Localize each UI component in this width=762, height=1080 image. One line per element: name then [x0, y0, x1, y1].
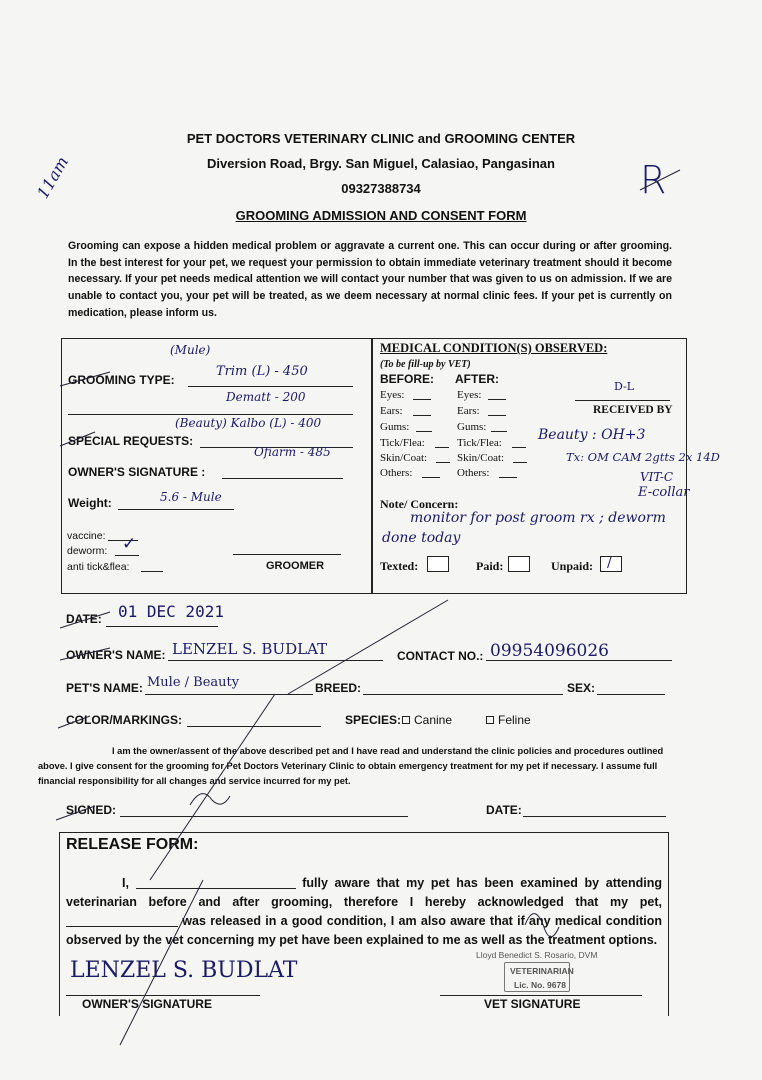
received-by-initials: D-L [614, 380, 635, 393]
before-gums: Gums: [380, 421, 410, 433]
after-eyes: Eyes: [457, 389, 482, 401]
owner-signature-hw: LENZEL S. BUDLAT [70, 958, 298, 983]
release-text-2: was released in a good condition, I am also aware that if any medical condition observed by the vet concerning my pet have been explained to me as well as the treatment options. [66, 914, 662, 947]
medical-title: MEDICAL CONDITION(S) OBSERVED: [380, 341, 608, 355]
margin-time-note: 11am [33, 153, 73, 202]
owner-signature-release-label: OWNER'S SIGNATURE [82, 997, 212, 1011]
weight-label: Weight: [68, 496, 112, 510]
owner-name-label: OWNER'S NAME: [66, 648, 166, 662]
pen-stroke-3 [60, 612, 110, 628]
unpaid-mark: / [607, 555, 612, 571]
special-requests-note-2: Ofiarm - 485 [254, 445, 331, 459]
clinic-phone: 09327388734 [341, 181, 421, 196]
after-gums: Gums: [457, 421, 487, 433]
canine-label: Canine [414, 713, 453, 727]
vet-note-2: Tx: OM CAM 2gtts 2x 14D [566, 450, 720, 464]
after-skin: Skin/Coat: [457, 452, 505, 464]
owner-signature-label: OWNER'S SIGNATURE : [68, 465, 206, 479]
signed-date-label: DATE: [486, 803, 522, 817]
date-label: DATE: [66, 612, 102, 626]
release-text-1: fully aware that my pet has been examined by attending veterinarian before and after grooming, therefore I hereby acknowledged that my pet, [66, 876, 662, 909]
before-skin: Skin/Coat: [380, 452, 428, 464]
special-requests-note-1: (Beauty) Kalbo (L) - 400 [175, 416, 322, 430]
pen-stroke-7 [288, 600, 448, 694]
pet-name-label: PET'S NAME: [66, 681, 143, 695]
vet-signature-label: VET SIGNATURE [484, 997, 581, 1011]
paid-label: Paid: [476, 559, 504, 573]
after-tick: Tick/Flea: [457, 437, 502, 449]
pen-stroke-5 [58, 716, 90, 728]
before-ears: Ears: [380, 405, 403, 417]
breed-label: BREED: [315, 681, 362, 695]
grooming-type-note-2: Trim (L) - 450 [216, 364, 308, 379]
grooming-type-note-3: Dematt - 200 [226, 390, 306, 404]
stamp-title: VETERINARIAN [510, 966, 574, 976]
texted-label: Texted: [380, 559, 419, 573]
signed-label: SIGNED: [66, 803, 117, 817]
pet-name-value: Mule / Beauty [147, 675, 240, 690]
after-label: AFTER: [455, 372, 499, 386]
antitick-label: anti tick&flea: [67, 561, 130, 573]
before-tick: Tick/Flea: [380, 437, 425, 449]
clinic-name: PET DOCTORS VETERINARY CLINIC and GROOMING CENTER [186, 131, 576, 146]
vaccine-label: vaccine: [67, 530, 106, 542]
date-value: 01 DEC 2021 [118, 602, 224, 621]
deworm-label: deworm: [67, 545, 108, 557]
after-others: Others: [457, 467, 490, 479]
before-others: Others: [380, 467, 413, 479]
intro-paragraph: Grooming can expose a hidden medical problem or aggravate a current one. This can occur during or after grooming. In the best interest for your pet, we request your permission to obtain immediate veterinary treatment should it become necessary. If your pet needs medical attention we will contact your number that was given to us on admission. If we are unable to contact you, your pet will be treated, as we deem necessary at normal clinic fees. If your pet is currently on medication, please inform us. [68, 240, 672, 319]
weight-value: 5.6 - Mule [160, 490, 222, 504]
pen-stroke-1 [60, 372, 110, 386]
before-eyes: Eyes: [380, 389, 405, 401]
color-label: COLOR/MARKINGS: [66, 713, 182, 727]
pen-stroke-11 [640, 170, 680, 190]
special-requests-label: SPECIAL REQUESTS: [68, 434, 194, 448]
pen-stroke-10 [190, 794, 230, 805]
contact-value: 09954096026 [490, 641, 609, 661]
margin-initial-note: R [640, 158, 667, 202]
unpaid-label: Unpaid: [551, 559, 594, 573]
received-by-label: RECEIVED BY [593, 404, 673, 416]
pen-stroke-9 [120, 880, 203, 1045]
consent-text: I am the owner/assent of the above described pet and I have read and understand the clinic policies and procedures outlined above. I give consent for the grooming for Pet Doctors Veterinary Clinic to obtain emergency treatment for my pet if necessary. I assume full financial responsibility for all changes and service incurred for my pet. [38, 746, 664, 786]
sex-label: SEX: [567, 681, 596, 695]
pen-stroke-6 [56, 806, 95, 820]
note-concern-label: Note/ Concern: [380, 497, 459, 511]
after-ears: Ears: [457, 405, 480, 417]
pen-stroke-12 [525, 914, 559, 937]
grooming-type-label: GROOMING TYPE: [68, 373, 175, 387]
release-i-label: I, [122, 876, 129, 890]
grooming-type-note-1: (Mule) [170, 343, 211, 357]
vet-note-3: VIT-C [640, 470, 674, 484]
clinic-address: Diversion Road, Brgy. San Miguel, Calasiao, Pangasinan [207, 156, 555, 171]
contact-label: CONTACT NO.: [397, 649, 484, 663]
note-line-1: monitor for post groom rx ; deworm [410, 510, 666, 526]
vet-note-1: Beauty : OH+3 [538, 427, 646, 443]
release-title: RELEASE FORM: [66, 836, 199, 853]
vet-note-4: E-collar [638, 485, 690, 500]
note-line-2: done today [382, 530, 461, 546]
feline-label: Feline [498, 713, 531, 727]
before-label: BEFORE: [380, 372, 434, 386]
pen-stroke-2 [60, 432, 95, 446]
medical-subtitle: (To be fill-up by VET) [380, 359, 471, 370]
groomer-label: GROOMER [266, 560, 325, 572]
stamp-name: Lloyd Benedict S. Rosario, DVM [476, 950, 598, 960]
owner-name-value: LENZEL S. BUDLAT [172, 640, 328, 658]
pen-stroke-8 [150, 694, 275, 880]
stamp-license: Lic. No. 9678 [514, 980, 566, 990]
pen-stroke-4 [60, 648, 110, 660]
deworm-check: ✓ [122, 534, 137, 554]
species-label: SPECIES: [345, 713, 402, 727]
form-title: GROOMING ADMISSION AND CONSENT FORM [235, 208, 527, 223]
